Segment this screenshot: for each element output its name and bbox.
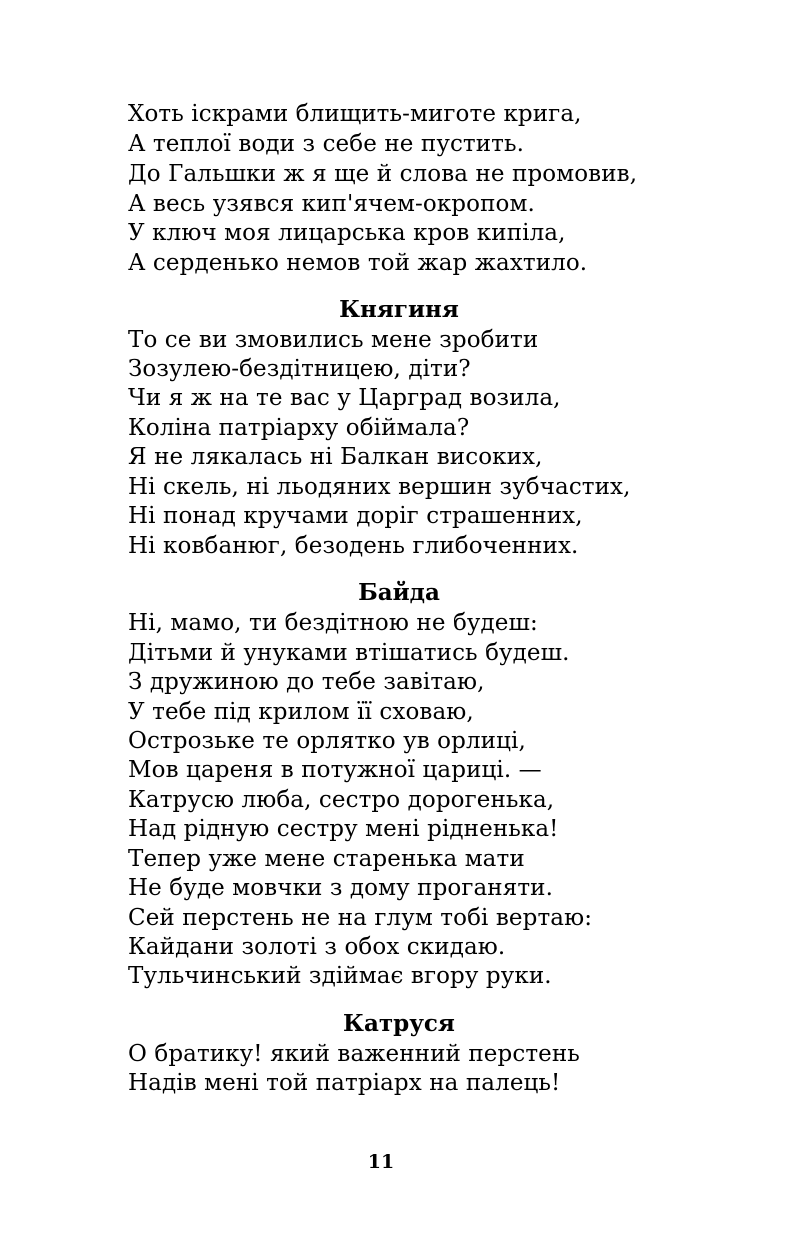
verse-line: Кайдани золоті з обох скидаю. bbox=[128, 934, 506, 960]
verse-line: То се ви змовились мене зробити bbox=[128, 327, 539, 353]
verse-line: Чи я ж на те вас у Царград возила, bbox=[128, 385, 561, 411]
verse-line: А весь узявся кип'ячем-окропом. bbox=[128, 191, 535, 217]
page-number: 11 bbox=[367, 1151, 395, 1173]
verse-line: З дружиною до тебе завітаю, bbox=[128, 669, 485, 695]
verse-line: Ні ковбанюг, безодень глибоченних. bbox=[128, 533, 579, 559]
verse-line: Ні, мамо, ти бездітною не будеш: bbox=[128, 610, 538, 636]
verse-line: Тульчинський здіймає вгору руки. bbox=[128, 963, 552, 989]
verse-line: Я не лякалась ні Балкан високих, bbox=[128, 444, 543, 470]
verse-line: А серденько немов той жар жахтило. bbox=[128, 250, 588, 276]
verse-line: У ключ моя лицарська кров кипіла, bbox=[128, 220, 566, 246]
verse-line: Сей перстень не на глум тобі вертаю: bbox=[128, 905, 593, 931]
verse-line: Мов цареня в потужної цариці. — bbox=[128, 757, 542, 783]
verse-line: Над рідную сестру мені ріднeнька! bbox=[128, 816, 559, 842]
verse-line: Острозьке те орлятко ув орлиці, bbox=[128, 728, 526, 754]
speaker-name: Катруся bbox=[343, 1010, 455, 1037]
verse-line: Не буде мовчки з дому проганяти. bbox=[128, 875, 554, 901]
speaker-name: Княгиня bbox=[339, 296, 459, 323]
verse-line: Тепер уже мене старенька мати bbox=[128, 846, 525, 872]
verse-line: Надів мені той патріарх на палець! bbox=[128, 1070, 561, 1096]
verse-line: Ні понад кручами доріг страшенних, bbox=[128, 503, 583, 529]
verse-line: До Гальшки ж я ще й слова не промовив, bbox=[128, 161, 638, 187]
verse-line: А теплої води з себе не пустить. bbox=[128, 131, 525, 157]
verse-line: У тебе під крилом її сховаю, bbox=[128, 699, 474, 725]
speaker-name: Байда bbox=[358, 579, 440, 606]
verse-line: Ні скель, ні льодяних вершин зубчастих, bbox=[128, 474, 631, 500]
verse-line: О братику! який важенний перстень bbox=[128, 1041, 580, 1067]
verse-line: Коліна патріарху обіймала? bbox=[128, 415, 470, 441]
verse-line: Хоть іскрами блищить-миготе крига, bbox=[128, 101, 582, 127]
verse-line: Дітьми й унуками втішатись будеш. bbox=[128, 640, 570, 666]
verse-line: Катрусю люба, сестро дорогенька, bbox=[128, 787, 555, 813]
verse-line: Зозулею-бездітницею, діти? bbox=[128, 356, 471, 382]
